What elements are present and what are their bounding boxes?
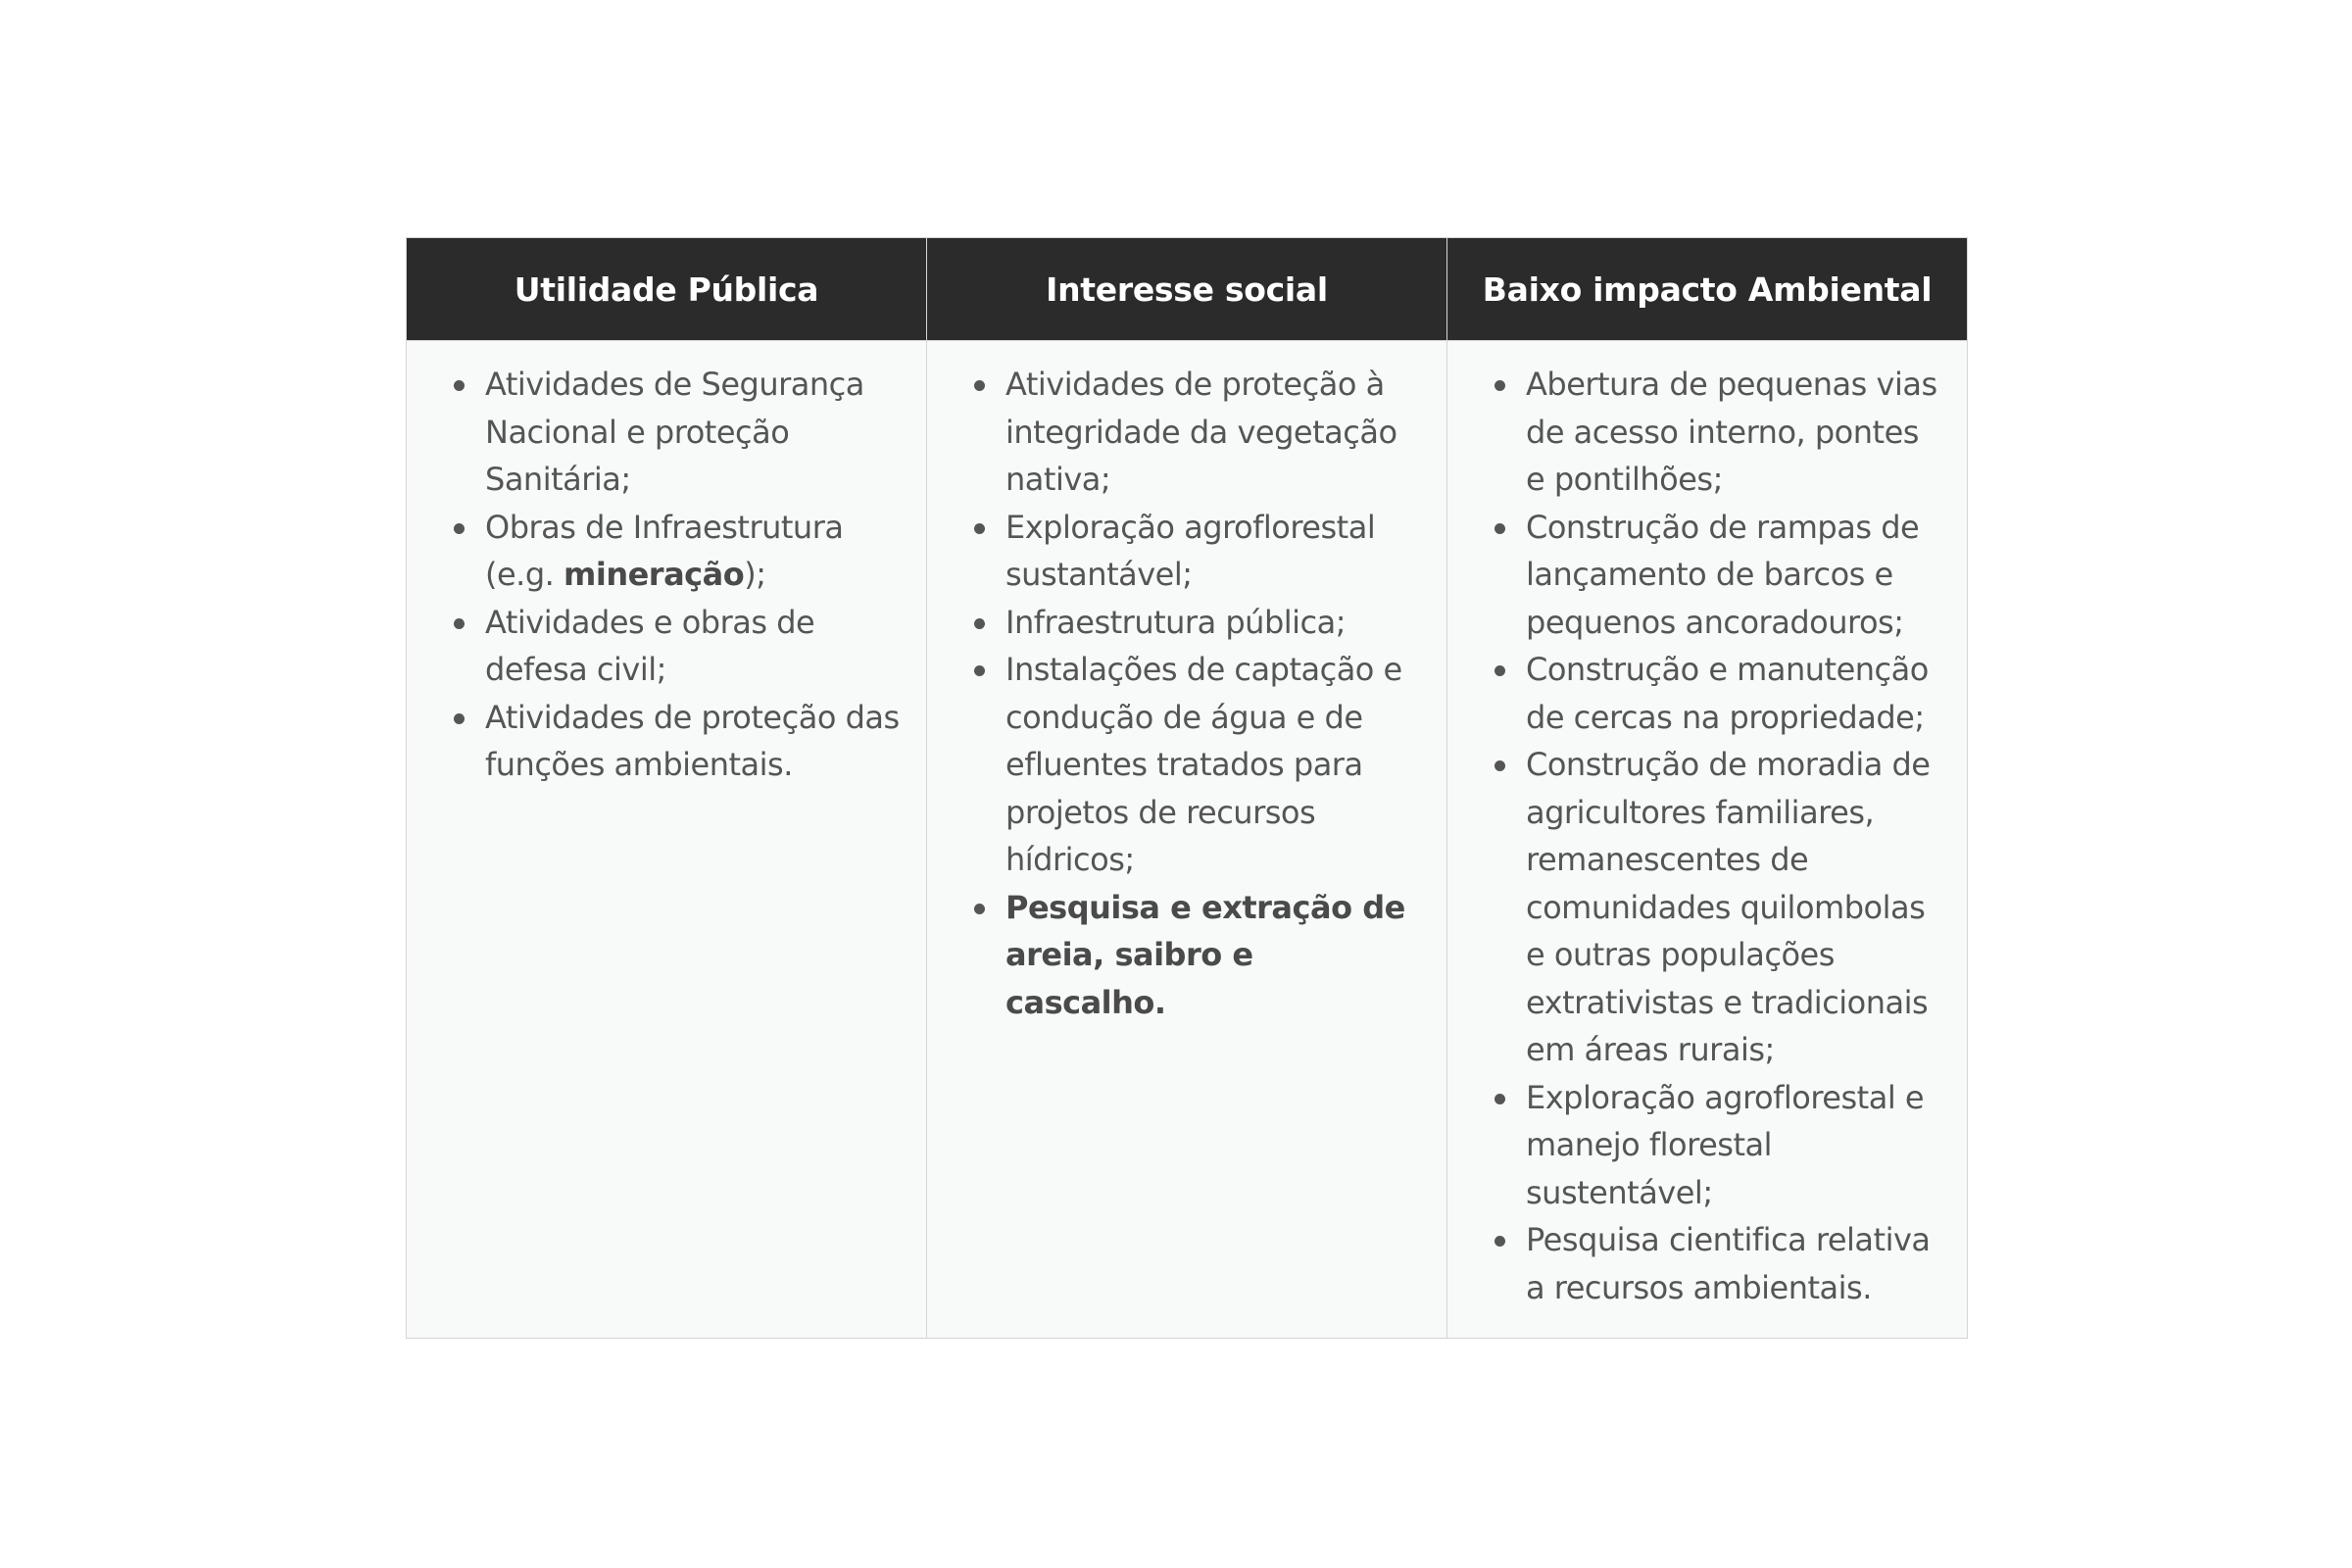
list-item	[1526, 646, 1943, 741]
list-item	[1005, 599, 1423, 647]
list-item	[485, 599, 903, 694]
item-text-pre: Obras de Infraestrutura (e.g.	[485, 508, 844, 593]
list-item	[1526, 1074, 1943, 1217]
table-header-row	[407, 238, 1968, 341]
list-interesse-social	[927, 341, 1446, 1026]
list-item	[1005, 884, 1423, 1027]
item-text-post: );	[744, 556, 766, 593]
item-text: Instalações de captação e condução de água e de efluentes tratados para projetos de recursos hídricos;	[1005, 651, 1402, 878]
header-interesse-social: Interesse social	[927, 238, 1447, 341]
header-baixo-impacto-ambiental: Baixo impacto Ambiental	[1447, 238, 1968, 341]
table-body-row	[407, 341, 1968, 1339]
item-text: Infraestrutura pública;	[1005, 603, 1347, 641]
item-text: Construção de moradia de agricultores familiares, remanescentes de comunidades quilombolas e outras populações extrativistas e tradicionais em áreas rurais;	[1526, 746, 1931, 1068]
list-item	[485, 361, 903, 504]
list-item	[1526, 504, 1943, 647]
cell-interesse-social	[927, 341, 1447, 1339]
item-text: Atividades e obras de defesa civil;	[485, 603, 815, 688]
list-baixo-impacto-ambiental	[1447, 341, 1967, 1311]
item-text-bold: Pesquisa e extração de areia, saibro e cascalho.	[1005, 888, 1405, 1021]
item-text: Atividades de proteção das funções ambientais.	[485, 698, 900, 783]
item-text: Construção e manutenção de cercas na propriedade;	[1526, 651, 1929, 736]
item-text: Abertura de pequenas vias de acesso interno, pontes e pontilhões;	[1526, 366, 1937, 498]
list-item	[485, 694, 903, 789]
list-item	[1526, 1216, 1943, 1311]
list-item	[1526, 741, 1943, 1074]
list-utilidade-publica	[407, 341, 926, 789]
list-item	[485, 504, 903, 599]
comparison-table	[406, 237, 1968, 1339]
cell-utilidade-publica	[407, 341, 927, 1339]
item-text: Exploração agroflorestal sustantável;	[1005, 508, 1376, 593]
header-utilidade-publica: Utilidade Pública	[407, 238, 927, 341]
list-item	[1526, 361, 1943, 504]
list-item	[1005, 504, 1423, 599]
item-text: Atividades de proteção à integridade da vegetação nativa;	[1005, 366, 1397, 498]
item-text: Exploração agroflorestal e manejo florestal sustentável;	[1526, 1078, 1925, 1211]
item-text: Construção de rampas de lançamento de barcos e pequenos ancoradouros;	[1526, 508, 1920, 641]
list-item	[1005, 361, 1423, 504]
item-text-bold: mineração	[564, 556, 745, 593]
item-text: Pesquisa cientifica relativa a recursos ambientais.	[1526, 1221, 1931, 1306]
comparison-table-container	[406, 237, 1968, 1339]
list-item	[1005, 646, 1423, 884]
item-text: Atividades de Segurança Nacional e proteção Sanitária;	[485, 366, 864, 498]
cell-baixo-impacto-ambiental	[1447, 341, 1968, 1339]
